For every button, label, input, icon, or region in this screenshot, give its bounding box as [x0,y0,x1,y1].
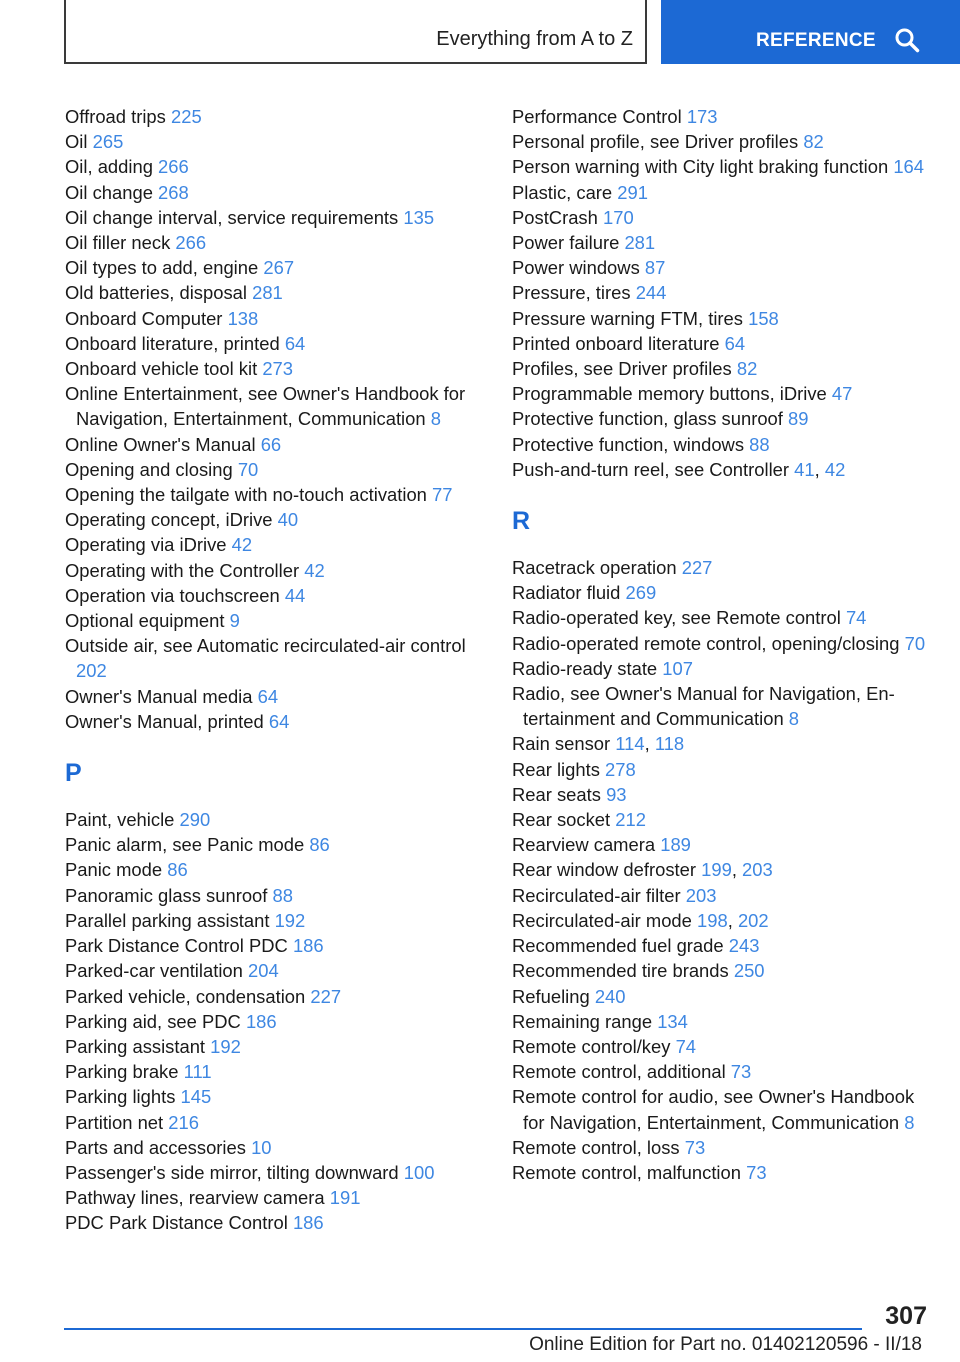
index-entry-term: Onboard literature, printed [65,332,280,354]
index-entry-term: Opening the tailgate with no-touch activation [65,484,427,506]
index-entry [65,432,485,457]
index-entry [512,605,932,630]
page-reference-link[interactable]: 227 [681,557,713,579]
index-entry-term: Partition net [65,1111,164,1133]
page-reference-link[interactable]: 88 [272,884,293,906]
index-entry [65,482,485,507]
index-entry-term: Rear lights [512,758,600,780]
index-entry-term: Parking lights [65,1086,176,1108]
index-entry-term: Optional equipment [65,610,225,632]
page-reference-link[interactable]: 107 [662,657,693,679]
index-entry-term: Personal profile, see Driver profiles [512,131,799,153]
index-entry [512,1059,932,1084]
page-reference-link[interactable]: 250 [733,960,765,982]
index-entry-term: Remote control/key [512,1035,671,1057]
index-entry [65,1084,485,1109]
index-entry [65,381,485,431]
index-entry [512,958,932,983]
index-entry [512,331,932,356]
index-entry [512,832,932,857]
page-reference-link[interactable]: 111 [183,1061,212,1083]
index-entry [65,1210,485,1235]
index-entry [65,857,485,882]
page-reference-link[interactable]: 42 [824,458,846,480]
index-entry: Push-and-turn reel, see Controller 41, 42 [512,458,846,480]
page-reference-link[interactable]: 158 [748,307,779,329]
index-entry-term: Recirculated-air mode [512,909,692,931]
index-entry [65,129,485,154]
index-entry [512,104,932,129]
index-entry-term: Radio-ready state [512,657,658,679]
page-reference-link[interactable]: 64 [284,332,306,354]
index-entry [65,1185,485,1210]
index-entry [65,104,485,129]
index-entry [65,1034,485,1059]
index-entry-term: Rear seats [512,783,601,805]
page-reference-link[interactable]: 135 [403,206,435,228]
chapter-tab[interactable] [661,0,960,64]
page-reference-link[interactable]: 203 [742,859,773,881]
page-reference-link[interactable]: 73 [746,1161,767,1183]
index-entry [65,684,485,709]
index-entry [65,883,485,908]
index-entry-term: Onboard Computer [65,307,223,329]
index-entry-term: Remote control, loss [512,1136,680,1158]
page-reference-link[interactable]: 77 [432,484,453,506]
index-entry-term: Recirculated-air filter [512,884,681,906]
index-entry: Rear window defroster 199, 203 [512,859,773,881]
page-reference-link[interactable]: 10 [251,1136,272,1158]
index-entry-term: Panoramic glass sunroof [65,884,268,906]
page-reference-link[interactable]: 243 [728,935,760,957]
page-reference-link[interactable]: 93 [606,783,627,805]
page-reference-link[interactable]: 41 [794,458,815,480]
index-entry-term: Online Owner's Manual [65,433,256,455]
index-entry-term: Parking brake [65,1061,179,1083]
index-entry [65,230,485,255]
index-entry-term: Oil change [65,181,153,203]
index-entry [65,1160,485,1185]
index-entry-term: PDC Park Distance Control [65,1212,288,1234]
index-entry [512,205,932,230]
page-reference-link[interactable]: 273 [262,358,293,380]
index-entry-term: Pressure, tires [512,282,631,304]
page-reference-link[interactable]: 186 [292,935,324,957]
page-reference-link[interactable]: 138 [227,307,259,329]
index-entry-term: Operating with the Controller [65,559,300,581]
page-reference-link[interactable]: 73 [730,1061,752,1083]
page-reference-link[interactable]: 281 [624,232,656,254]
index-entry-term: Parking assistant [65,1035,206,1057]
index-entry [65,532,485,557]
index-entry-term: Radiator fluid [512,582,621,604]
index-entry-term: Push-and-turn reel, see Controller [512,458,790,480]
index-entry-term: Programmable memory buttons, iDrive [512,383,827,405]
page-reference-link[interactable]: 70 [237,458,259,480]
page-reference-link[interactable]: 64 [257,685,279,707]
page-reference-link[interactable]: 74 [675,1035,697,1057]
index-entry [65,507,485,532]
index-entry [512,230,932,255]
index-entry-term: Pressure warning FTM, tires [512,307,743,329]
index-entry-term: Rear socket [512,809,611,831]
index-entry-term: Radio-operated remote control, opening/closing [512,632,900,654]
index-entry [512,1084,932,1134]
page-reference-link[interactable]: 170 [602,206,634,228]
page-reference-link[interactable]: 164 [893,156,924,178]
index-column-left [65,104,485,1236]
index-entry-term: Printed onboard literature [512,332,720,354]
index-entry-term: Racetrack operation [512,557,677,579]
index-entry [65,984,485,1009]
index-entry [512,255,932,280]
page-reference-link[interactable]: 64 [268,710,290,732]
index-entry-term: Rain sensor [512,733,611,755]
index-entry [65,583,485,608]
index-letter-heading: R [512,507,531,536]
page-reference-link[interactable]: 192 [210,1035,241,1057]
page-reference-link[interactable]: 227 [310,985,342,1007]
page-reference-link[interactable]: 225 [170,106,202,127]
index-entry-term: Owner's Manual, printed [65,710,264,732]
page-reference-link[interactable]: 82 [736,358,758,380]
page-reference-link[interactable]: 47 [831,383,853,405]
index-entry [512,631,932,656]
index-entry [512,580,932,605]
index-entry-term: PostCrash [512,206,598,228]
page-reference-link[interactable]: 134 [657,1010,688,1032]
index-entry [65,908,485,933]
page-reference-link[interactable]: 86 [309,834,330,856]
index-entry-term: Performance Control [512,106,682,127]
index-entry [512,757,932,782]
index-entry-term: Parts and accessories [65,1136,246,1158]
index-entry-term: Remote control, additional [512,1061,726,1083]
index-entry-term: Parallel parking assistant [65,909,270,931]
page-reference-link[interactable]: 268 [158,181,189,203]
index-entry: Recirculated-air mode 198, 202 [512,909,769,931]
index-entry [512,1034,932,1059]
page-reference-link[interactable]: 114 [615,733,645,755]
index-entry [65,205,485,230]
index-entry-term: Pathway lines, rearview camera [65,1187,325,1209]
page-reference-link[interactable]: 9 [229,610,240,632]
index-entry-term: Parking aid, see PDC [65,1010,241,1032]
page-reference-link[interactable]: 70 [904,632,926,654]
page-reference-link[interactable]: 64 [724,332,746,354]
index-entry [65,558,485,583]
page-reference-link[interactable]: 118 [654,733,685,755]
index-entry-term: Opening and closing [65,458,233,480]
index-entry-term: Oil, adding [65,156,153,178]
index-entry [512,381,932,406]
index-entry-term: Panic mode [65,859,163,881]
page-reference-link[interactable]: 8 [904,1111,915,1133]
page-reference-link[interactable]: 290 [179,809,211,831]
index-entry [512,1160,932,1185]
index-entry-term: Protective function, glass sunroof [512,408,783,430]
page-reference-link[interactable]: 100 [403,1161,435,1183]
index-entry [512,280,932,305]
page-reference-link[interactable]: 186 [292,1212,324,1234]
index-entry [65,807,485,832]
page-reference-link[interactable]: 42 [304,559,325,581]
index-entry [512,306,932,331]
page-reference-link[interactable]: 212 [615,809,646,831]
section-title: Everything from A to Z [436,28,633,50]
page-reference-link[interactable]: 240 [594,985,626,1007]
index-entry [512,681,932,731]
index-entry [65,1110,485,1135]
page-reference-link[interactable]: 173 [686,106,718,127]
page-reference-link[interactable]: 87 [644,257,666,279]
footer-divider [64,1328,862,1330]
index-entry [512,656,932,681]
page-reference-link[interactable]: 266 [158,156,189,178]
page-reference-link[interactable]: 269 [625,582,657,604]
index-entry-term: Old batteries, disposal [65,282,247,304]
index-entry [65,255,485,280]
page-reference-link[interactable]: 199 [701,859,732,881]
page-reference-link[interactable]: 198 [697,909,728,931]
page-reference-link[interactable]: 265 [92,131,124,153]
index-entry [512,1135,932,1160]
index-entry-term: Oil [65,131,88,153]
index-entry-term: Online Entertainment, see Owner's Handbook for Navigation, Entertainment, Communication [65,383,466,430]
index-entry-term: Operating concept, iDrive [65,509,273,531]
page-reference-link[interactable]: 216 [168,1111,199,1133]
index-entry [512,883,932,908]
page-reference-link[interactable]: 278 [605,758,636,780]
index-entry-term: Operation via touchscreen [65,584,280,606]
index-entry-term: Profiles, see Driver profiles [512,358,732,380]
index-entry [65,1059,485,1084]
page-reference-link[interactable]: 73 [684,1136,706,1158]
index-entry [512,154,932,179]
index-entry-term: Recommended tire brands [512,960,729,982]
index-entry-term: Passenger's side mirror, tilting downward [65,1161,399,1183]
index-column-right [512,104,932,1185]
index-entry [65,958,485,983]
edition-note: Online Edition for Part no. 01402120596 - II/18 [529,1334,922,1355]
page-reference-link[interactable]: 203 [685,884,717,906]
page-reference-link[interactable]: 267 [263,257,295,279]
index-entry [65,832,485,857]
index-entry-term: Park Distance Control PDC [65,935,288,957]
page-reference-link[interactable]: 8 [788,708,800,730]
page-reference-link[interactable]: 204 [248,960,279,982]
page-reference-link[interactable]: 145 [180,1086,212,1108]
index-entry-term: Operating via iDrive [65,534,227,556]
index-entry-term: Outside air, see Automatic recirculated-air control [65,635,466,657]
index-entry-term: Oil change interval, service requirements [65,206,399,228]
index-entry-term: Protective function, windows [512,433,745,455]
index-entry-term: Recommended fuel grade [512,935,724,957]
index-entry [65,933,485,958]
index-entry [512,555,932,580]
index-entry-term: Remote control for audio, see Owner's Handbook for Navigation, Entertainment, Communication [512,1086,915,1133]
page-reference-link[interactable]: 244 [635,282,667,304]
index-entry [512,807,932,832]
page-reference-link[interactable]: 192 [274,909,306,931]
index-entry [65,1135,485,1160]
index-entry-term: Refueling [512,985,590,1007]
index-entry [512,406,932,431]
page-reference-link[interactable]: 189 [660,834,691,856]
index-entry [512,933,932,958]
index-entry-term: Onboard vehicle tool kit [65,358,258,380]
index-entry [65,154,485,179]
index-entry-term: Parked-car ventilation [65,960,243,982]
index-entry-term: Oil types to add, engine [65,257,259,279]
page-number: 307 [885,1302,927,1330]
header-section-box [64,0,647,64]
page-reference-link[interactable]: 8 [430,408,441,430]
index-entry-term: Person warning with City light braking function [512,156,889,178]
page-reference-link[interactable]: 74 [845,607,867,629]
index-entry: Rain sensor 114, 118 [512,733,685,755]
index-entry [65,306,485,331]
index-entry-term: Radio-operated key, see Remote control [512,607,841,629]
index-entry [512,984,932,1009]
index-entry-term: Rear window defroster [512,859,696,881]
index-entry [512,782,932,807]
index-entry-term: Oil filler neck [65,232,171,254]
page-reference-link[interactable]: 291 [617,181,648,203]
search-icon[interactable] [894,27,920,53]
index-entry-term: Remaining range [512,1010,653,1032]
page-reference-link[interactable]: 89 [788,408,809,430]
index-entry-term: Radio, see Owner's Manual for Navigation, Entertainment and Communication [512,683,895,730]
index-entry [512,180,932,205]
index-entry-term: Offroad trips [65,106,166,127]
index-entry-term: Rearview camera [512,834,656,856]
page-reference-link[interactable]: 88 [749,433,770,455]
index-entry-term: Owner's Manual media [65,685,253,707]
chapter-title: REFERENCE [756,30,876,51]
page-reference-link[interactable]: 266 [175,232,207,254]
index-entry-term: Plastic, care [512,181,613,203]
index-entry-term: Power failure [512,232,620,254]
index-entry [65,608,485,633]
index-entry [65,280,485,305]
index-entry [512,1009,932,1034]
index-entry [65,331,485,356]
page-reference-link[interactable]: 40 [277,509,299,531]
page-reference-link[interactable]: 42 [231,534,253,556]
index-entry [512,129,932,154]
page-reference-link[interactable]: 191 [329,1187,361,1209]
index-entry [65,709,485,734]
index-letter-heading: P [65,759,82,788]
page-reference-link[interactable]: 44 [284,584,306,606]
page-reference-link[interactable]: 82 [803,131,824,153]
index-entry [65,457,485,482]
page-reference-link[interactable]: 281 [252,282,283,304]
index-entry [65,356,485,381]
index-entry-term: Remote control, malfunction [512,1161,741,1183]
index-entry-term: Panic alarm, see Panic mode [65,834,305,856]
page-reference-link[interactable]: 66 [260,433,282,455]
page-reference-link[interactable]: 202 [76,660,107,682]
page-reference-link[interactable]: 186 [245,1010,277,1032]
index-entry [65,633,485,683]
index-entry [65,1009,485,1034]
index-entry-term: Paint, vehicle [65,809,175,831]
page-reference-link[interactable]: 202 [737,909,769,931]
index-entry [65,180,485,205]
index-entry-term: Parked vehicle, condensation [65,985,306,1007]
index-entry-term: Power windows [512,257,640,279]
page-reference-link[interactable]: 86 [167,859,188,881]
index-entry [512,356,932,381]
index-entry [512,432,932,457]
